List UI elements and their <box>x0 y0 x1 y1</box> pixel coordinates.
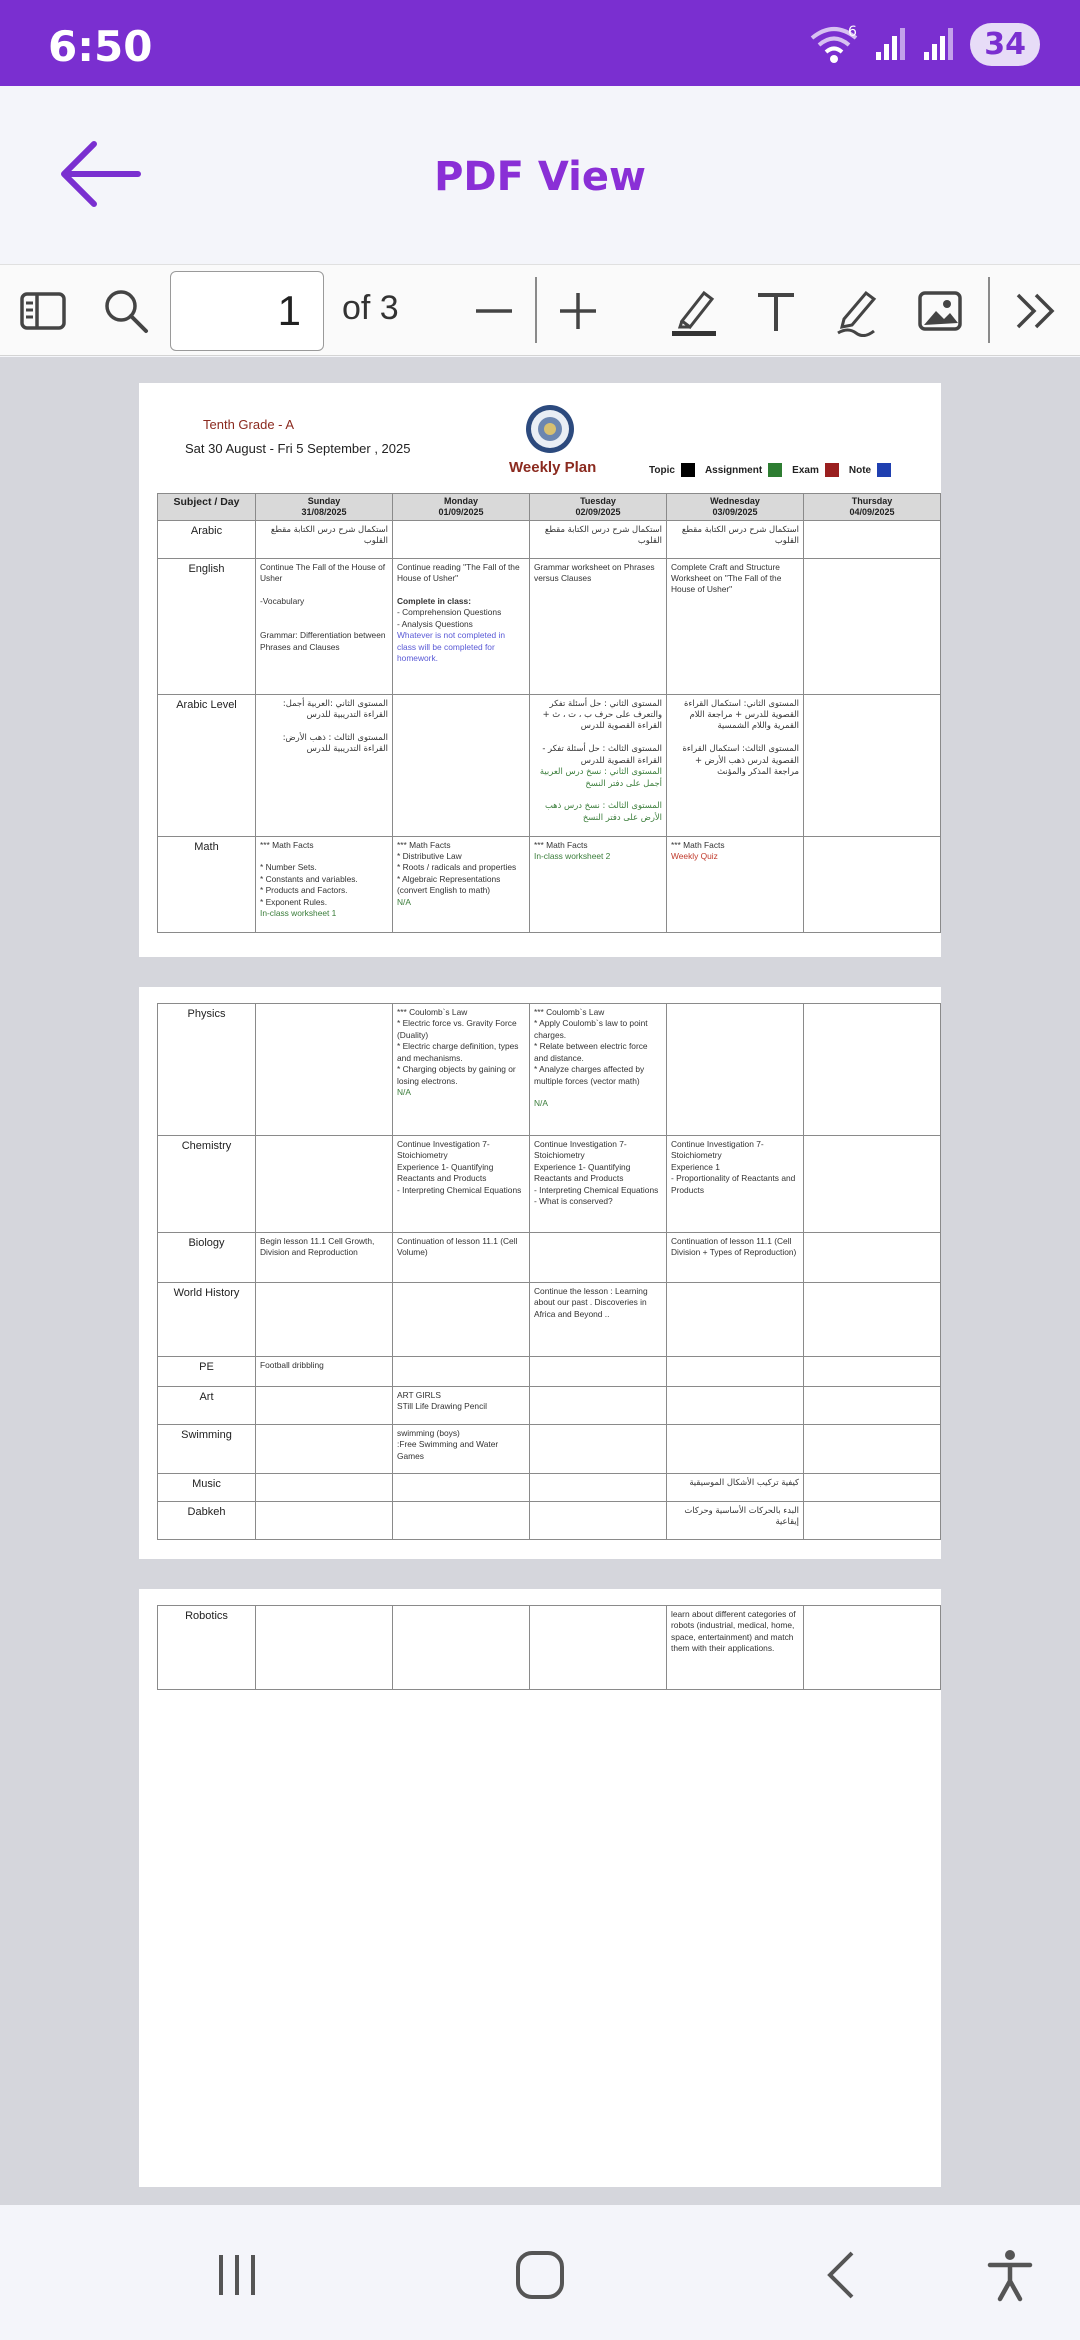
table-cell <box>393 1136 530 1233</box>
table-cell <box>804 1606 941 1690</box>
column-header <box>804 494 941 521</box>
sidebar-toggle-icon[interactable] <box>18 285 70 337</box>
cell-text: Continue Investigation 7- Stoichiometry Experience 1 - Proportionality of Reactants and Products <box>671 1139 796 1195</box>
cell-text: *** Coulomb`s Law * Electric force vs. Gravity Force (Duality) * Electric charge definition, types and mechanisms. * Charging objects by gaining or losing electrons. <box>397 1007 519 1086</box>
table-row <box>158 1425 941 1474</box>
legend-swatch <box>768 463 782 477</box>
status-icons <box>808 22 1040 66</box>
column-header <box>256 494 393 521</box>
assignment-text: N/A <box>397 1086 411 1097</box>
table-row <box>158 1004 941 1136</box>
table-cell: البدء بالحركات الأساسية وحركات إيقاعية <box>667 1502 804 1540</box>
table-cell <box>804 1474 941 1502</box>
table-cell: Grammar worksheet on Phrases versus Clauses <box>530 558 667 694</box>
assignment-text: المستوى الثالث : نسخ درس ذهب الأرض على دفتر النسخ <box>544 800 662 822</box>
assignment-text: In-class worksheet 1 <box>260 908 337 919</box>
table-cell <box>393 836 530 932</box>
school-seal-icon <box>519 403 581 455</box>
table-cell <box>667 694 804 836</box>
table-cell <box>804 1233 941 1283</box>
legend-label: Topic <box>649 464 675 476</box>
legend <box>649 463 901 477</box>
legend-swatch <box>681 463 695 477</box>
table-cell: Continuation of lesson 11.1 (Cell Volume) <box>393 1233 530 1283</box>
app-bar <box>0 86 1080 264</box>
column-header <box>530 494 667 521</box>
table-cell: Continuation of lesson 11.1 (Cell Division + Types of Reproduction) <box>667 1233 804 1283</box>
table-cell <box>804 558 941 694</box>
day-date: 01/09/2025 <box>438 506 484 517</box>
table-cell <box>393 1283 530 1357</box>
subject-cell: Art <box>158 1387 256 1425</box>
cell-text: *** Math Facts <box>534 839 588 850</box>
back-nav-icon[interactable] <box>812 2245 872 2305</box>
toolbar-divider <box>535 277 537 343</box>
table-cell <box>393 520 530 558</box>
table-row <box>158 1474 941 1502</box>
system-nav-bar <box>0 2205 1080 2340</box>
table-cell: Complete Craft and Structure Worksheet on "The Fall of the House of Usher" <box>667 558 804 694</box>
day-date: 31/08/2025 <box>301 506 347 517</box>
table-cell <box>530 1357 667 1387</box>
cell-text: Continue reading "The Fall of the House of Usher" <box>397 561 520 584</box>
cell-text: -Vocabulary <box>260 595 305 606</box>
schedule-table <box>157 1003 941 1540</box>
cell-text: Continue Investigation 7- Stoichiometry Experience 1- Quantifying Reactants and Products - Interpreting Chemical Equations - What is conserved? <box>534 1139 659 1207</box>
table-row <box>158 1606 941 1690</box>
table-cell <box>667 1425 804 1474</box>
status-bar <box>0 0 1080 86</box>
subject-cell: Music <box>158 1474 256 1502</box>
schedule-table <box>157 1605 941 1690</box>
table-cell: Continue the lesson : Learning about our past . Discoveries in Africa and Beyond .. <box>530 1283 667 1357</box>
wifi-icon <box>808 22 860 66</box>
table-cell: كيفية تركيب الأشكال الموسيقية <box>667 1474 804 1502</box>
cell-text: ART GIRLS STill Life Drawing Pencil <box>397 1390 487 1412</box>
day-date: 03/09/2025 <box>712 506 758 517</box>
cell-text: المستوى الثاني: استكمال القراءة القصوية للدرس + مراجعة اللام القمرية واللام الشمسية <box>683 697 799 731</box>
table-cell <box>530 1425 667 1474</box>
table-cell: Begin lesson 11.1 Cell Growth, Division and Reproduction <box>256 1233 393 1283</box>
exam-text: Weekly Quiz <box>671 851 718 862</box>
table-cell <box>804 1357 941 1387</box>
subject-cell: Robotics <box>158 1606 256 1690</box>
image-icon[interactable] <box>914 285 966 337</box>
table-cell <box>667 1357 804 1387</box>
table-cell <box>530 1004 667 1136</box>
table-cell: Football dribbling <box>256 1357 393 1387</box>
table-cell <box>393 1606 530 1690</box>
subject-cell: Arabic Level <box>158 694 256 836</box>
cell-text: - Comprehension Questions - Analysis Questions <box>397 607 502 629</box>
table-cell <box>256 1136 393 1233</box>
subject-cell: PE <box>158 1357 256 1387</box>
cell-text: المستوى الثاني :العربية أجمل: القراءة التدريبية للدرس <box>282 697 388 720</box>
table-cell <box>393 1387 530 1425</box>
table-cell <box>667 1283 804 1357</box>
legend-swatch <box>825 463 839 477</box>
table-cell <box>256 1606 393 1690</box>
table-cell <box>804 520 941 558</box>
table-cell <box>256 1425 393 1474</box>
table-cell <box>804 1387 941 1425</box>
cell-text: المستوى الثالث : حل أسئلة تفكر - القراءة القصوية للدرس <box>542 743 662 765</box>
subject-cell: Physics <box>158 1004 256 1136</box>
table-row <box>158 1502 941 1540</box>
day-name: Tuesday <box>580 496 616 506</box>
cell-text: swimming (boys) :Free Swimming and Water Games <box>397 1428 499 1461</box>
table-cell <box>530 1474 667 1502</box>
table-cell <box>667 1136 804 1233</box>
cell-text: Continue Investigation 7- Stoichiometry Experience 1- Quantifying Reactants and Products - Interpreting Chemical Equations <box>397 1139 522 1195</box>
cell-text: المستوى الثالث : ذهب الأرض: القراءة التدريبية للدرس <box>282 731 388 754</box>
table-cell <box>393 1502 530 1540</box>
chevrons-right-icon[interactable] <box>1010 285 1062 337</box>
table-header-row <box>158 494 941 521</box>
wifi-badge: 6 <box>848 24 858 40</box>
page-number-input[interactable]: 1 <box>170 271 324 351</box>
cell-text: * Number Sets. * Constants and variables. * Products and Factors. * Exponent Rules. <box>260 862 358 907</box>
subject-cell: Biology <box>158 1233 256 1283</box>
table-cell <box>804 1136 941 1233</box>
pdf-page-3 <box>139 1589 941 2187</box>
day-name: Monday <box>443 496 478 506</box>
table-cell: استكمال شرح درس الكتابة مقطع القلوب <box>667 520 804 558</box>
table-cell <box>804 1502 941 1540</box>
pdf-page-1 <box>139 383 941 957</box>
highlighter-icon[interactable] <box>668 285 720 337</box>
table-cell <box>256 558 393 694</box>
cell-text: المستوى الثاني : حل أسئلة تفكر والتعرف على حرف ب ، ت ، ث + القراءة القصوية للدرس <box>542 697 662 731</box>
cell-text: Grammar: Differentiation between Phrases and Clauses <box>260 630 386 652</box>
table-cell: استكمال شرح درس الكتابة مقطع القلوب <box>256 520 393 558</box>
assignment-text: N/A <box>397 896 411 907</box>
table-cell <box>530 694 667 836</box>
assignment-text: In-class worksheet 2 <box>534 851 611 862</box>
table-cell <box>393 1425 530 1474</box>
legend-label: Assignment <box>704 464 763 476</box>
table-row <box>158 1283 941 1357</box>
table-row <box>158 520 941 558</box>
subject-cell: Chemistry <box>158 1136 256 1233</box>
table-cell <box>804 836 941 932</box>
subject-cell: Dabkeh <box>158 1502 256 1540</box>
table-cell <box>530 1387 667 1425</box>
subject-cell: Arabic <box>158 520 256 558</box>
day-date: 04/09/2025 <box>849 506 895 517</box>
weekly-plan-title: Weekly Plan <box>509 459 597 476</box>
table-cell <box>804 1004 941 1136</box>
table-cell <box>256 1283 393 1357</box>
table-cell <box>530 1233 667 1283</box>
table-cell <box>393 694 530 836</box>
status-time: 6:50 <box>48 22 153 71</box>
legend-label: Note <box>848 464 872 476</box>
plus-icon[interactable] <box>552 285 604 337</box>
table-row <box>158 836 941 932</box>
table-cell <box>256 1502 393 1540</box>
table-cell <box>667 836 804 932</box>
recent-apps-icon[interactable] <box>207 2245 267 2305</box>
day-name: Wednesday <box>710 496 760 506</box>
cell-text: Continue The Fall of the House of Usher <box>260 561 386 584</box>
legend-swatch <box>877 463 891 477</box>
table-cell <box>393 558 530 694</box>
table-cell <box>256 1474 393 1502</box>
day-name: Thursday <box>851 496 893 506</box>
subject-cell: Swimming <box>158 1425 256 1474</box>
table-cell <box>256 694 393 836</box>
toolbar-divider <box>988 277 990 343</box>
table-row <box>158 1233 941 1283</box>
home-icon[interactable] <box>510 2245 570 2305</box>
subject-cell: English <box>158 558 256 694</box>
table-row <box>158 1357 941 1387</box>
table-row <box>158 1136 941 1233</box>
pdf-viewer[interactable] <box>0 357 1080 2205</box>
table-cell <box>804 1425 941 1474</box>
accessibility-icon[interactable] <box>980 2245 1040 2305</box>
table-cell <box>667 1387 804 1425</box>
day-date: 02/09/2025 <box>575 506 621 517</box>
cell-text: *** Math Facts <box>260 839 314 850</box>
table-cell <box>393 1474 530 1502</box>
table-cell <box>530 1502 667 1540</box>
table-row <box>158 694 941 836</box>
signal-icon-2 <box>922 26 956 62</box>
table-cell <box>667 1004 804 1136</box>
date-range: Sat 30 August - Fri 5 September , 2025 <box>185 441 411 456</box>
column-header <box>667 494 804 521</box>
text-tool-icon[interactable] <box>750 285 802 337</box>
schedule-table <box>157 493 941 933</box>
signature-pen-icon[interactable] <box>832 285 884 337</box>
day-name: Sunday <box>307 496 341 506</box>
cell-text: *** Math Facts * Distributive Law * Roots / radicals and properties * Algebraic Representations (convert English to math) <box>397 839 517 896</box>
table-row <box>158 558 941 694</box>
table-cell <box>256 836 393 932</box>
page-count-label: of 3 <box>342 289 399 327</box>
pdf-toolbar <box>0 264 1080 356</box>
table-cell <box>393 1357 530 1387</box>
assignment-text: N/A <box>534 1098 548 1109</box>
assignment-text: المستوى الثاني : نسخ درس العربية أجمل على دفتر النسخ <box>539 766 662 788</box>
table-cell <box>393 1004 530 1136</box>
table-cell <box>256 1004 393 1136</box>
cell-text: *** Math Facts <box>671 839 725 850</box>
cell-text: *** Coulomb`s Law * Apply Coulomb`s law to point charges. * Relate between electric force and distance. * Analyze charges affected by multiple forces (vector math) <box>534 1007 648 1086</box>
table-cell: استكمال شرح درس الكتابة مقطع القلوب <box>530 520 667 558</box>
legend-label: Exam <box>792 464 819 476</box>
table-cell: learn about different categories of robots (industrial, medical, home, space, entertainment) and match them with their applications. <box>667 1606 804 1690</box>
cell-text: Complete in class: <box>397 595 472 606</box>
cell-text: المستوى الثالث: استكمال القراءة القصوية لدرس ذهب الأرض + مراجعة المذكر والمؤنث <box>682 743 799 777</box>
table-row <box>158 1387 941 1425</box>
battery-indicator: 34 <box>970 23 1040 66</box>
table-cell <box>530 1136 667 1233</box>
subject-cell: World History <box>158 1283 256 1357</box>
class-name: Tenth Grade - A <box>203 417 295 432</box>
column-header: Subject / Day <box>158 494 256 521</box>
table-cell <box>530 1606 667 1690</box>
table-cell <box>530 836 667 932</box>
minus-icon[interactable] <box>468 285 520 337</box>
pdf-page-2 <box>139 987 941 1559</box>
table-cell <box>256 1387 393 1425</box>
subject-cell: Math <box>158 836 256 932</box>
note-text: Whatever is not completed in class will be completed for homework. <box>397 630 505 663</box>
column-header <box>393 494 530 521</box>
table-cell <box>804 694 941 836</box>
page-title: PDF View <box>434 154 646 200</box>
search-icon[interactable] <box>100 285 152 337</box>
signal-icon-1 <box>874 26 908 62</box>
table-cell <box>804 1283 941 1357</box>
